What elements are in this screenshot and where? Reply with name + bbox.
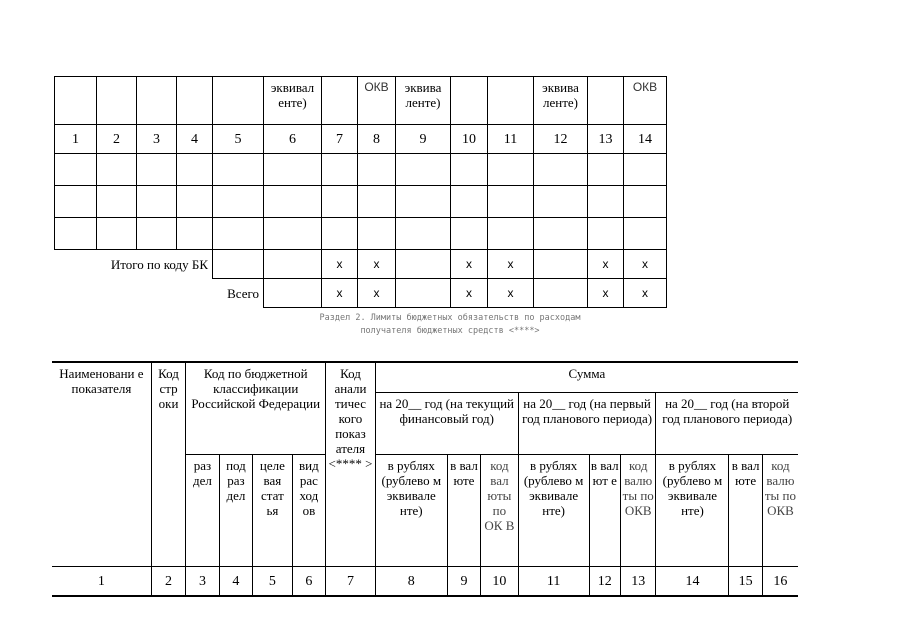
data-cell[interactable] <box>322 154 358 186</box>
t1-col-num: 11 <box>488 125 534 154</box>
data-cell[interactable] <box>213 186 264 218</box>
table2-header-row-1 <box>52 362 798 393</box>
t1-head-cell-5 <box>213 77 264 125</box>
currency-header-1: в вал юте <box>447 455 480 567</box>
t2-col-num: 9 <box>447 567 480 597</box>
grand-total-x-mark: x <box>358 279 396 308</box>
t1-head-cell-10 <box>451 77 488 125</box>
okv-code-header-1: код вал юты по ОК В <box>481 455 518 567</box>
grand-total-label: Всего <box>55 279 264 308</box>
total-x-mark: x <box>488 250 534 279</box>
sum-header: Сумма <box>375 362 798 393</box>
t2-col-num: 15 <box>729 567 762 597</box>
t1-head-cell-9: эквива ленте) <box>396 77 451 125</box>
data-cell[interactable] <box>534 186 588 218</box>
target-item-header: целе вая стат ья <box>253 455 293 567</box>
t1-col-num: 8 <box>358 125 396 154</box>
year-first-plan-header: на 20__ год (на первый год планового периода) <box>518 393 656 455</box>
data-cell[interactable] <box>137 154 177 186</box>
data-cell[interactable] <box>534 154 588 186</box>
t2-col-num: 1 <box>52 567 151 597</box>
data-cell[interactable] <box>137 218 177 250</box>
t1-head-cell-13 <box>588 77 624 125</box>
data-cell[interactable] <box>488 218 534 250</box>
t2-col-num: 14 <box>656 567 729 597</box>
t1-col-num: 14 <box>624 125 667 154</box>
budget-classification-header: Код по бюджетной классификации Российской Федерации <box>186 362 326 455</box>
t2-col-num: 4 <box>219 567 252 597</box>
t2-col-num: 16 <box>762 567 798 597</box>
grand-total-row <box>55 279 667 308</box>
rub-header-2: в рублях (рублево м эквивале нте) <box>518 455 589 567</box>
data-cell[interactable] <box>358 186 396 218</box>
data-cell[interactable] <box>97 218 137 250</box>
table2-column-numbers <box>52 567 798 597</box>
data-cell[interactable] <box>264 154 322 186</box>
t1-col-num: 6 <box>264 125 322 154</box>
section-header: раз дел <box>186 455 219 567</box>
t1-head-cell-12: эквива ленте) <box>534 77 588 125</box>
grand-total-x-mark: x <box>451 279 488 308</box>
data-cell[interactable] <box>624 154 667 186</box>
currency-header-2: в вал ют е <box>589 455 620 567</box>
data-cell[interactable] <box>177 186 213 218</box>
table1-column-numbers <box>55 125 667 154</box>
total-x-mark: x <box>451 250 488 279</box>
t2-col-num: 3 <box>186 567 219 597</box>
total-cell[interactable] <box>534 250 588 279</box>
caption-line-1: Раздел 2. Лимиты бюджетных обязательств по расходам <box>319 313 581 323</box>
data-cell[interactable] <box>213 154 264 186</box>
t1-col-num: 10 <box>451 125 488 154</box>
rub-header-3: в рублях (рублево м эквивале нте) <box>656 455 729 567</box>
total-cell[interactable] <box>264 250 322 279</box>
limits-table-top <box>54 76 667 308</box>
total-x-mark: x <box>624 250 667 279</box>
t1-col-num: 13 <box>588 125 624 154</box>
data-cell[interactable] <box>97 154 137 186</box>
t1-col-num: 3 <box>137 125 177 154</box>
data-cell[interactable] <box>264 186 322 218</box>
t1-col-num: 9 <box>396 125 451 154</box>
t1-head-cell-6: эквивал енте) <box>264 77 322 125</box>
currency-header-3: в вал юте <box>729 455 762 567</box>
t1-col-num: 12 <box>534 125 588 154</box>
data-cell[interactable] <box>396 218 451 250</box>
t2-col-num: 6 <box>292 567 325 597</box>
t1-col-num: 2 <box>97 125 137 154</box>
t2-col-num: 10 <box>481 567 518 597</box>
data-cell[interactable] <box>588 218 624 250</box>
t1-head-cell-8: ОКВ <box>358 77 396 125</box>
data-cell[interactable] <box>451 186 488 218</box>
okv-code-header-3: код валю ты по ОКВ <box>762 455 798 567</box>
data-cell[interactable] <box>488 186 534 218</box>
data-cell[interactable] <box>396 186 451 218</box>
table-row <box>55 154 667 186</box>
data-cell[interactable] <box>358 218 396 250</box>
total-x-mark: x <box>322 250 358 279</box>
total-cell[interactable] <box>396 250 451 279</box>
indicator-name-header: Наименовани е показателя <box>52 362 151 567</box>
data-cell[interactable] <box>588 186 624 218</box>
data-cell[interactable] <box>264 218 322 250</box>
data-cell[interactable] <box>534 218 588 250</box>
t1-head-cell-2 <box>97 77 137 125</box>
table-row <box>55 218 667 250</box>
data-cell[interactable] <box>322 186 358 218</box>
total-by-bk-label: Итого по коду БК <box>55 250 213 279</box>
grand-total-x-mark: x <box>488 279 534 308</box>
caption-line-2: получателя бюджетных средств <****> <box>360 326 540 336</box>
total-by-bk-row <box>55 250 667 279</box>
limits-table-section-2 <box>52 361 798 597</box>
t1-head-cell-4 <box>177 77 213 125</box>
total-x-mark: x <box>588 250 624 279</box>
data-cell[interactable] <box>396 154 451 186</box>
analytic-code-header: Код анали тичес кого показ ателя <**** > <box>326 362 376 567</box>
t1-col-num: 7 <box>322 125 358 154</box>
data-cell[interactable] <box>55 154 97 186</box>
table1-header-row <box>55 77 667 125</box>
grand-total-cell[interactable] <box>264 279 322 308</box>
t1-head-cell-14: ОКВ <box>624 77 667 125</box>
grand-total-cell[interactable] <box>534 279 588 308</box>
t2-col-num: 11 <box>518 567 589 597</box>
data-cell[interactable] <box>213 218 264 250</box>
t1-head-cell-1 <box>55 77 97 125</box>
grand-total-x-mark: x <box>588 279 624 308</box>
rub-header-1: в рублях (рублево м эквивале нте) <box>375 455 447 567</box>
line-code-header: Код стр оки <box>151 362 185 567</box>
okv-code-header-2: код валю ты по ОКВ <box>621 455 656 567</box>
expense-type-header: вид рас ход ов <box>292 455 325 567</box>
data-cell[interactable] <box>55 186 97 218</box>
section-2-caption <box>250 312 650 338</box>
t2-col-num: 8 <box>375 567 447 597</box>
t1-col-num: 1 <box>55 125 97 154</box>
year-second-plan-header: на 20__ год (на второй год планового периода) <box>656 393 798 455</box>
data-cell[interactable] <box>358 154 396 186</box>
data-cell[interactable] <box>588 154 624 186</box>
grand-total-cell[interactable] <box>396 279 451 308</box>
data-cell[interactable] <box>177 218 213 250</box>
t2-col-num: 12 <box>589 567 620 597</box>
year-current-header: на 20__ год (на текущий финансовый год) <box>375 393 518 455</box>
t1-head-cell-3 <box>137 77 177 125</box>
data-cell[interactable] <box>97 186 137 218</box>
subsection-header: под раз дел <box>219 455 252 567</box>
t1-col-num: 4 <box>177 125 213 154</box>
t1-col-num: 5 <box>213 125 264 154</box>
t2-col-num: 2 <box>151 567 185 597</box>
data-cell[interactable] <box>451 154 488 186</box>
t1-head-cell-7 <box>322 77 358 125</box>
data-cell[interactable] <box>177 154 213 186</box>
data-cell[interactable] <box>55 218 97 250</box>
data-cell[interactable] <box>451 218 488 250</box>
data-cell[interactable] <box>624 186 667 218</box>
t1-head-cell-11 <box>488 77 534 125</box>
grand-total-x-mark: x <box>322 279 358 308</box>
total-x-mark: x <box>358 250 396 279</box>
data-cell[interactable] <box>322 218 358 250</box>
t2-col-num: 5 <box>253 567 293 597</box>
table-row <box>55 186 667 218</box>
t2-col-num: 13 <box>621 567 656 597</box>
data-cell[interactable] <box>213 250 264 279</box>
data-cell[interactable] <box>137 186 177 218</box>
data-cell[interactable] <box>488 154 534 186</box>
data-cell[interactable] <box>624 218 667 250</box>
t2-col-num: 7 <box>326 567 376 597</box>
grand-total-x-mark: x <box>624 279 667 308</box>
